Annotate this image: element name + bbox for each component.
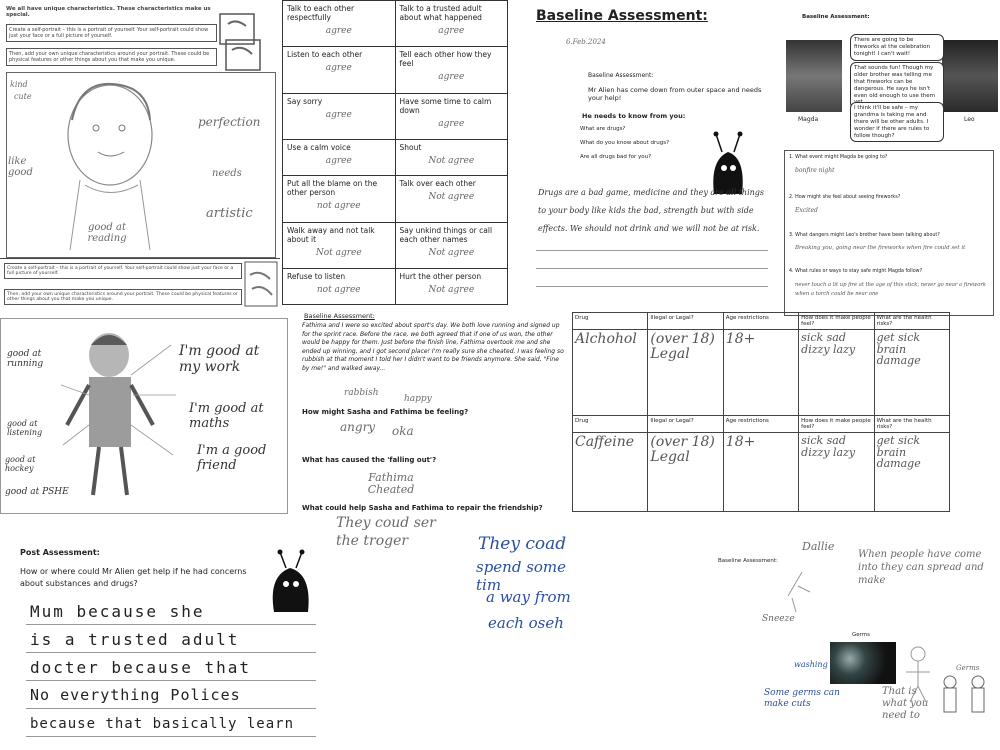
cell-value: Caffeine bbox=[575, 434, 635, 450]
speech-bubble: I think it'll be safe – my grandma is taking me and there will be other adults. I wonder if there are rules to follow though? bbox=[850, 102, 944, 142]
character-name: Leo bbox=[964, 116, 975, 123]
pupil-answer: Not agree bbox=[428, 156, 475, 167]
footer-thumbnail bbox=[244, 261, 278, 309]
pupil-answer: bonfire night bbox=[795, 167, 835, 174]
table-row bbox=[283, 176, 508, 222]
handwritten-note: washing bbox=[794, 660, 828, 669]
column-header: How does it make people feel? bbox=[799, 313, 874, 330]
option-text: Put all the blame on the other person bbox=[287, 179, 378, 198]
cell-value: sick sad dizzy lazy bbox=[801, 331, 856, 356]
answer-line bbox=[536, 268, 768, 269]
pupil-answer: oka bbox=[392, 424, 414, 438]
pupil-answer: Fathima Cheated bbox=[367, 471, 415, 496]
page-title: Baseline Assessment: bbox=[536, 8, 708, 24]
questions-heading: He needs to know from you: bbox=[582, 112, 686, 120]
sub-title: Baseline Assessment: bbox=[588, 72, 654, 79]
table-row bbox=[573, 330, 950, 416]
footer-instruction-1: Create a self-portrait – this is a portrait of yourself. Your self-portrait could show just your face or a full picture of yourself. bbox=[4, 263, 242, 279]
trait-word: cute bbox=[14, 92, 32, 101]
handwritten-note: Germs bbox=[956, 664, 980, 672]
pupil-answer: not agree bbox=[316, 201, 361, 212]
pupil-answer: Not agree bbox=[428, 285, 475, 296]
answer-line bbox=[536, 286, 768, 287]
option-text: Talk over each other bbox=[399, 179, 476, 189]
answer-line bbox=[26, 652, 316, 653]
drugs-table bbox=[572, 312, 950, 512]
fireworks-worksheet bbox=[782, 0, 1000, 318]
pupil-answer: agree bbox=[325, 109, 352, 120]
self-portrait-worksheet bbox=[0, 0, 280, 258]
speech-bubble: That sounds fun! Though my older brother was telling me that fireworks can be dangerous. He says he isn't even old enough to use them bbox=[850, 62, 944, 109]
pupil-answer-line: because that basically learn bbox=[30, 716, 295, 732]
footer-instruction-2: Then, add your own unique characteristics around your portrait. These could be physical features or other things about you that make you unique. bbox=[4, 289, 242, 305]
table-header-row bbox=[573, 313, 950, 330]
trait-label: good at hockey bbox=[5, 455, 36, 473]
question: How or where could Mr Alien get help if he had concerns about substances and drugs? bbox=[20, 567, 247, 588]
respect-table bbox=[282, 0, 508, 305]
pupil-answer-line: is a trusted adult bbox=[30, 630, 240, 649]
handwritten-line: a way from bbox=[486, 588, 571, 606]
page-title: Post Assessment: bbox=[20, 548, 100, 557]
pupil-answer: agree bbox=[325, 156, 352, 167]
pupil-answer-line: No everything Polices bbox=[30, 686, 241, 704]
column-header: Age restrictions bbox=[723, 416, 798, 433]
question: 3. What dangers might Leo's brother have been talking about? bbox=[789, 233, 940, 238]
pupil-answer-line: docter because that bbox=[30, 658, 252, 677]
sheet-title: Baseline Assessment: bbox=[304, 312, 375, 320]
story-text: Fathima and I were so excited about sport's day. We both love running and signed up for the sprint race. Before the race, we both agreed that if one of us won, the other would be happy for them. Just before the finish line, Fathima overtook me and she ended up winning, and I got second place! I'm really sure she cheated. I was feeling so rubbish at that moment I told her I didn't want to be friends anymore. She said, "Fine by me!" and walked away... bbox=[302, 322, 564, 372]
option-text: Tell each other how they feel bbox=[399, 50, 492, 69]
cell-value: sick sad dizzy lazy bbox=[801, 434, 856, 459]
stick-figure-drawing bbox=[61, 325, 181, 505]
pupil-answer: not agree bbox=[316, 285, 361, 296]
handwritten-line: They coad bbox=[478, 534, 567, 554]
cell-value: 18+ bbox=[725, 331, 756, 347]
trait-word: like good bbox=[8, 156, 33, 178]
question: 4. What rules or ways to stay safe might Magda follow? bbox=[789, 269, 923, 274]
option-text: Shout bbox=[399, 143, 422, 153]
table-row bbox=[283, 1, 508, 47]
question-box bbox=[784, 150, 994, 316]
option-text: Have some time to calm down bbox=[399, 96, 492, 115]
column-header: What are the health risks? bbox=[874, 416, 949, 433]
instruction-box-1: Create a self-portrait – this is a portrait of yourself. Your self-portrait could show just your face or a full picture of yourself. bbox=[6, 24, 217, 42]
handwritten-note: Some germs can make cuts bbox=[764, 688, 840, 709]
pupil-answer: Not agree bbox=[315, 247, 362, 258]
column-header: Age restrictions bbox=[723, 313, 798, 330]
pupil-answer: Excited bbox=[795, 207, 818, 214]
table-row bbox=[573, 433, 950, 512]
germs-photo bbox=[830, 642, 896, 684]
pupil-answer: agree bbox=[438, 118, 465, 129]
column-header: Illegal or Legal? bbox=[648, 313, 723, 330]
option-text: Say unkind things or call each other names bbox=[399, 225, 493, 244]
pupil-answer: Not agree bbox=[428, 247, 475, 258]
sheet-title: Baseline Assessment: bbox=[718, 558, 778, 564]
handwritten-note: When people have come into they can spread and make bbox=[858, 549, 984, 586]
answer-line bbox=[536, 250, 768, 251]
pupil-answer: never touch a lit up fire at the age of this stick; never go near a firework when a torch could be near one bbox=[795, 282, 986, 297]
cell-value: 18+ bbox=[725, 434, 756, 450]
cell-value: get sick brain damage bbox=[876, 434, 921, 471]
answer-line bbox=[26, 624, 316, 625]
photo-leo bbox=[942, 40, 998, 112]
option-text: Refuse to listen bbox=[287, 272, 346, 282]
pupil-answer: agree bbox=[325, 26, 352, 36]
intro-text: Mr Alien has come down from outer space and needs your help! bbox=[588, 86, 762, 102]
trait-label: good at listening bbox=[7, 419, 43, 437]
cell-value: (over 18) Legal bbox=[650, 331, 715, 362]
option-text: Talk to each other respectfully bbox=[287, 4, 355, 22]
pupil-answer: Breaking you, going near the fireworks when fire could set it bbox=[795, 245, 966, 251]
trait-label: I'm a good friend bbox=[197, 443, 267, 473]
trait-word: artistic bbox=[206, 206, 253, 221]
photo-magda bbox=[786, 40, 842, 112]
table-row bbox=[283, 269, 508, 305]
germs-worksheet bbox=[712, 536, 1000, 750]
handwritten-line: spend some tim bbox=[476, 558, 567, 594]
trait-label: I'm good at my work bbox=[179, 343, 260, 375]
post-assessment-worksheet bbox=[12, 540, 332, 750]
handwritten-note: Sneeze bbox=[762, 614, 795, 624]
trait-label: good at running bbox=[7, 349, 44, 369]
answer-line bbox=[26, 708, 316, 709]
option-text: Talk to a trusted adult about what happened bbox=[399, 4, 482, 22]
worksheet-heading: We all have unique characteristics. These characteristics make us special. bbox=[6, 6, 211, 18]
question: Are all drugs bad for you? bbox=[580, 154, 651, 160]
germs-caption: Germs bbox=[852, 632, 871, 638]
option-text: Say sorry bbox=[287, 96, 323, 106]
figure-drawing-sheet bbox=[0, 318, 288, 514]
instruction-box-2: Then, add your own unique characteristics around your portrait. These could be physical features or other things about you that make you unique. bbox=[6, 48, 217, 66]
sheet-title: Baseline Assessment: bbox=[802, 14, 870, 20]
pupil-answer-line: Mum because she bbox=[30, 602, 205, 621]
pupil-answer: They coud ser the troger bbox=[336, 515, 436, 549]
column-header: How does it make people feel? bbox=[799, 416, 874, 433]
character-name: Magda bbox=[798, 116, 819, 123]
column-header: Illegal or Legal? bbox=[648, 416, 723, 433]
answer-line bbox=[26, 680, 316, 681]
answer-line bbox=[26, 736, 316, 737]
table-header-row bbox=[573, 416, 950, 433]
pupil-answer: angry bbox=[340, 420, 376, 434]
speech-bubble: There are going to be fireworks at the celebration tonight! I can't wait! bbox=[850, 34, 944, 61]
table-row bbox=[283, 222, 508, 268]
cell-value: (over 18) Legal bbox=[650, 434, 715, 465]
column-header: Drug bbox=[573, 313, 648, 330]
option-text: Use a calm voice bbox=[287, 143, 351, 153]
handwritten-note: That is what you need to bbox=[882, 686, 929, 721]
alien-baseline-worksheet bbox=[522, 0, 778, 306]
pupil-answer-block: Drugs are a bad game, medicine and they are all things to your body like kids the bad, strength but with side effects. We should not drink and we will not be at risk. bbox=[538, 188, 765, 233]
trait-word: perfection bbox=[198, 115, 261, 129]
pupil-answer: agree bbox=[438, 72, 465, 83]
pupil-answer: agree bbox=[325, 63, 352, 74]
table-row bbox=[283, 47, 508, 93]
pupil-name: Dallie bbox=[802, 540, 835, 553]
trait-word: needs bbox=[212, 168, 242, 179]
question: 1. What event might Magda be going to? bbox=[789, 155, 888, 160]
question: What do you know about drugs? bbox=[580, 140, 670, 146]
blue-pen-note bbox=[470, 530, 590, 650]
friendship-worksheet bbox=[296, 310, 568, 556]
date-note: 6.Feb.2024 bbox=[566, 38, 606, 46]
table-row bbox=[283, 93, 508, 139]
option-text: Hurt the other person bbox=[399, 272, 482, 282]
handwritten-line: each oseh bbox=[488, 614, 564, 632]
pupil-answer: Not agree bbox=[428, 192, 475, 203]
column-header: Drug bbox=[573, 416, 648, 433]
column-header: What are the health risks? bbox=[874, 313, 949, 330]
self-portrait-footer bbox=[0, 258, 280, 311]
trait-label: I'm good at maths bbox=[189, 401, 264, 431]
question: What are drugs? bbox=[580, 126, 626, 132]
cell-value: get sick brain damage bbox=[876, 331, 921, 368]
trait-word: good at reading bbox=[87, 222, 127, 244]
question: 2. How might she feel about seeing fireworks? bbox=[789, 195, 901, 200]
question: What has caused the 'falling out'? bbox=[302, 456, 437, 464]
cell-value: Alchohol bbox=[575, 331, 637, 347]
pupil-answer: happy bbox=[404, 394, 432, 404]
option-text: Walk away and not talk about it bbox=[287, 225, 375, 244]
trait-word: kind bbox=[10, 80, 28, 89]
pupil-answer: agree bbox=[438, 26, 465, 36]
pupil-answer: rabbish bbox=[344, 388, 379, 398]
table-row bbox=[283, 140, 508, 176]
question: How might Sasha and Fathima be feeling? bbox=[302, 408, 469, 416]
trait-label: good at PSHE bbox=[5, 487, 69, 497]
option-text: Listen to each other bbox=[287, 50, 363, 60]
question: What could help Sasha and Fathima to repair the friendship? bbox=[302, 504, 543, 512]
alien-icon bbox=[262, 546, 322, 616]
